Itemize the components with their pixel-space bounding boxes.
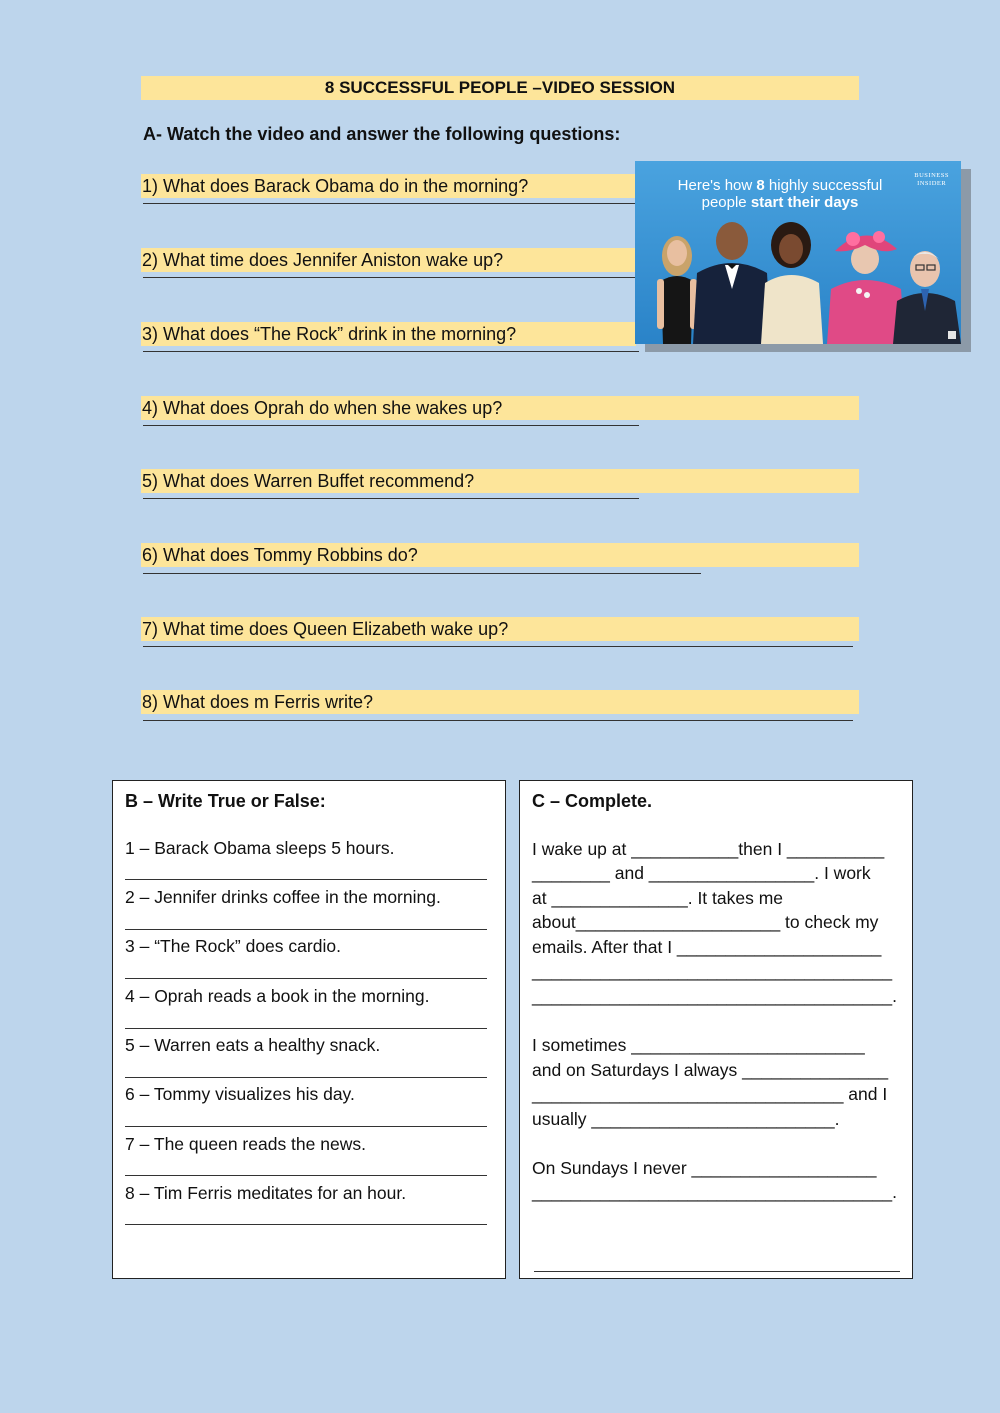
answer-line-1[interactable] xyxy=(143,203,635,204)
tf-answer-line-4[interactable] xyxy=(125,1028,487,1029)
statement-6: 6 – Tommy visualizes his day. xyxy=(125,1084,355,1104)
statement-1: 1 – Barack Obama sleeps 5 hours. xyxy=(125,838,395,858)
final-write-line[interactable] xyxy=(534,1271,900,1272)
tf-answer-line-2[interactable] xyxy=(125,929,487,930)
complete-line-9[interactable]: I sometimes ________________________ xyxy=(532,1035,865,1055)
answer-line-7[interactable] xyxy=(143,646,853,647)
question-2: 2) What time does Jennifer Aniston wake up? xyxy=(141,248,636,272)
question-5: 5) What does Warren Buffet recommend? xyxy=(141,469,859,493)
section-c-box xyxy=(519,780,913,1279)
complete-line-3[interactable]: at ______________. It takes me xyxy=(532,888,784,908)
tf-answer-line-6[interactable] xyxy=(125,1126,487,1127)
page-title: 8 SUCCESSFUL PEOPLE –VIDEO SESSION xyxy=(141,76,859,100)
answer-line-6[interactable] xyxy=(143,573,701,574)
complete-line-6[interactable]: _____________________________________ xyxy=(532,961,893,981)
complete-line-14[interactable]: On Sundays I never ___________________ xyxy=(532,1158,877,1178)
complete-line-15[interactable]: _____________________________________. xyxy=(532,1182,897,1202)
statement-5: 5 – Warren eats a healthy snack. xyxy=(125,1035,381,1055)
answer-line-3[interactable] xyxy=(143,351,639,352)
tf-answer-line-5[interactable] xyxy=(125,1077,487,1078)
tf-answer-line-7[interactable] xyxy=(125,1175,487,1176)
statement-7: 7 – The queen reads the news. xyxy=(125,1134,366,1154)
question-7: 7) What time does Queen Elizabeth wake up? xyxy=(141,617,859,641)
complete-line-12[interactable]: usually _________________________. xyxy=(532,1109,840,1129)
video-thumbnail[interactable] xyxy=(635,161,961,344)
answer-line-5[interactable] xyxy=(143,498,639,499)
statement-2: 2 – Jennifer drinks coffee in the morning. xyxy=(125,887,441,907)
tf-answer-line-8[interactable] xyxy=(125,1224,487,1225)
section-a-heading: A- Watch the video and answer the following questions: xyxy=(143,124,621,144)
question-6: 6) What does Tommy Robbins do? xyxy=(141,543,859,567)
complete-line-11[interactable]: ________________________________ and I xyxy=(532,1084,888,1104)
section-b-heading: B – Write True or False: xyxy=(125,791,326,811)
question-8: 8) What does m Ferris write? xyxy=(141,690,859,714)
question-1: 1) What does Barack Obama do in the morning? xyxy=(141,174,636,198)
complete-line-5[interactable]: emails. After that I _____________________ xyxy=(532,937,882,957)
statement-8: 8 – Tim Ferris meditates for an hour. xyxy=(125,1183,407,1203)
answer-line-2[interactable] xyxy=(143,277,635,278)
tf-answer-line-1[interactable] xyxy=(125,879,487,880)
statement-4: 4 – Oprah reads a book in the morning. xyxy=(125,986,430,1006)
complete-line-4[interactable]: about_____________________ to check my xyxy=(532,912,879,932)
answer-line-8[interactable] xyxy=(143,720,853,721)
complete-line-2[interactable]: ________ and _________________. I work xyxy=(532,863,871,883)
question-3: 3) What does “The Rock” drink in the morning? xyxy=(141,322,636,346)
complete-line-10[interactable]: and on Saturdays I always _______________ xyxy=(532,1060,889,1080)
complete-line-1[interactable]: I wake up at ___________then I __________ xyxy=(532,839,885,859)
business-insider-logo: BUSINESS INSIDER xyxy=(914,172,949,187)
section-c-heading: C – Complete. xyxy=(532,791,653,811)
section-b-box xyxy=(112,780,506,1279)
complete-line-7[interactable]: _____________________________________. xyxy=(532,986,897,1006)
question-4: 4) What does Oprah do when she wakes up? xyxy=(141,396,859,420)
tf-answer-line-3[interactable] xyxy=(125,978,487,979)
answer-line-4[interactable] xyxy=(143,425,639,426)
statement-3: 3 – “The Rock” does cardio. xyxy=(125,936,341,956)
video-caption: Here's how 8 highly successful people start their days xyxy=(677,177,883,211)
